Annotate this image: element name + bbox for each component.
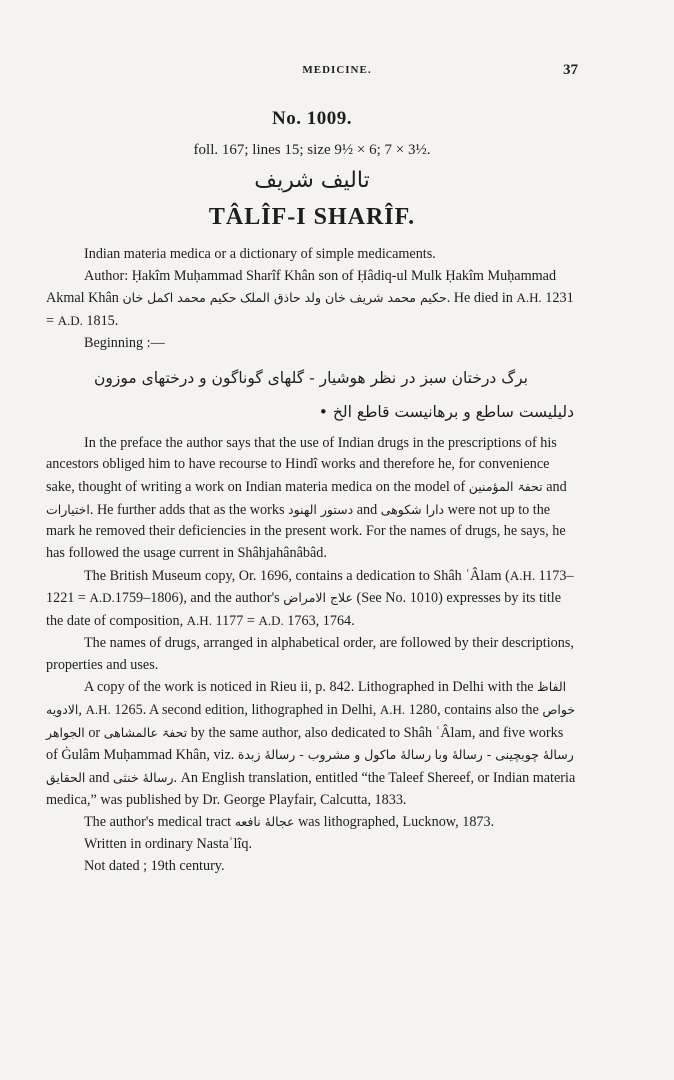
british-museum-paragraph: The British Museum copy, Or. 1696, contains a dedication to Shâh ʿÂlam (A.H. 1173–1221 = A.D.1759–1806), and the author's علاج الامراض (See No. 1010) expresses by its title the date of composition, A.H. 1177 = A.D. 1763, 1764. xyxy=(46,567,574,630)
medical-tract-paragraph: The author's medical tract عجالۀ نافعه was lithographed, Lucknow, 1873. xyxy=(84,814,495,831)
script-note: Written in ordinary Nastaʿlîq. xyxy=(84,836,253,853)
entry-number: No. 1009. xyxy=(272,108,352,129)
subtitle-line: Indian materia medica or a dictionary of simple medicaments. xyxy=(84,246,436,262)
preface-paragraph: In the preface the author says that the use of Indian drugs in the prescriptions of his ancestors obliged him to have recourse to Hindî works and therefore he, for convenience sake, thought of writing a work on Indian materia medica on the model of تحفۃ المؤمنین and اختیارات. He further adds that as the works دستور الهنود and دارا شکوهی were not up to the mark he removed their deficiencies in the present work. For the names of drugs, he says, he has followed the usage current in Shâhjahânâbâd. xyxy=(46,434,567,562)
opening-verse-line-1: برگ درختان سبز در نظر هوشیار - گلهای گوناگون و درختهای موزون xyxy=(93,368,528,387)
manuscript-description: foll. 167; lines 15; size 9½ × 6; 7 × 3½. xyxy=(193,142,431,158)
page-number: 37 xyxy=(563,62,578,78)
title-latin: TÂLÎF-I SHARÎF. xyxy=(208,204,416,230)
title-persian: تالیف شریف xyxy=(254,168,370,193)
body-text xyxy=(46,244,576,878)
editions-paragraph: A copy of the work is noticed in Rieu ii, p. 842. Lithographed in Delhi with the الفاظ الادویه, A.H. 1265. A second edition, lithographed in Delhi, A.H. 1280, contains also the خواص الجواهر or تحفۃ عالمشاهی by the same author, also dedicated to Shâh ʿÂlam, and five works of Ġulâm Muḥammad Khân, viz. رسالۀ چوبچینی - رسالۀ وبا رسالۀ ماکول و مشروب - رسالۀ زبدة الحقایق and رسالۀ خنثی. An English translation, entitled “the Taleef Shereef, or Indian materia medica,” was published by Dr. George Playfair, Calcutta, 1833. xyxy=(46,679,576,808)
author-arabic-2: حکیم محمد اکمل خان xyxy=(122,290,237,306)
opening-verse-line-2: دلیلیست ساطع و برهانیست قاطع الخ • xyxy=(318,402,574,421)
running-head: MEDICINE. xyxy=(302,64,372,76)
beginning-label: Beginning :— xyxy=(84,334,165,351)
drug-names-paragraph: The names of drugs, arranged in alphabetical order, are followed by their descriptions, properties and uses. xyxy=(46,634,574,673)
date-note: Not dated ; 19th century. xyxy=(84,857,225,874)
author-paragraph: Author: Ḥakîm Muḥammad Sharîf Khân son of Ḥâdiq-ul Mulk Ḥakîm Muḥammad Akmal Khân حکیم محمد شریف خان ولد حاذق الملک حکیم محمد اکمل خان . He died in A.H. 1231 = A.D. 1815. xyxy=(46,267,574,330)
author-name: Ḥakîm Muḥammad Sharîf Khân son of Ḥâdiq-ul Mulk Ḥakîm Muḥammad Akmal Khân xyxy=(46,267,557,307)
author-arabic-1: حکیم محمد شریف خان ولد حاذق الملک xyxy=(240,290,447,306)
